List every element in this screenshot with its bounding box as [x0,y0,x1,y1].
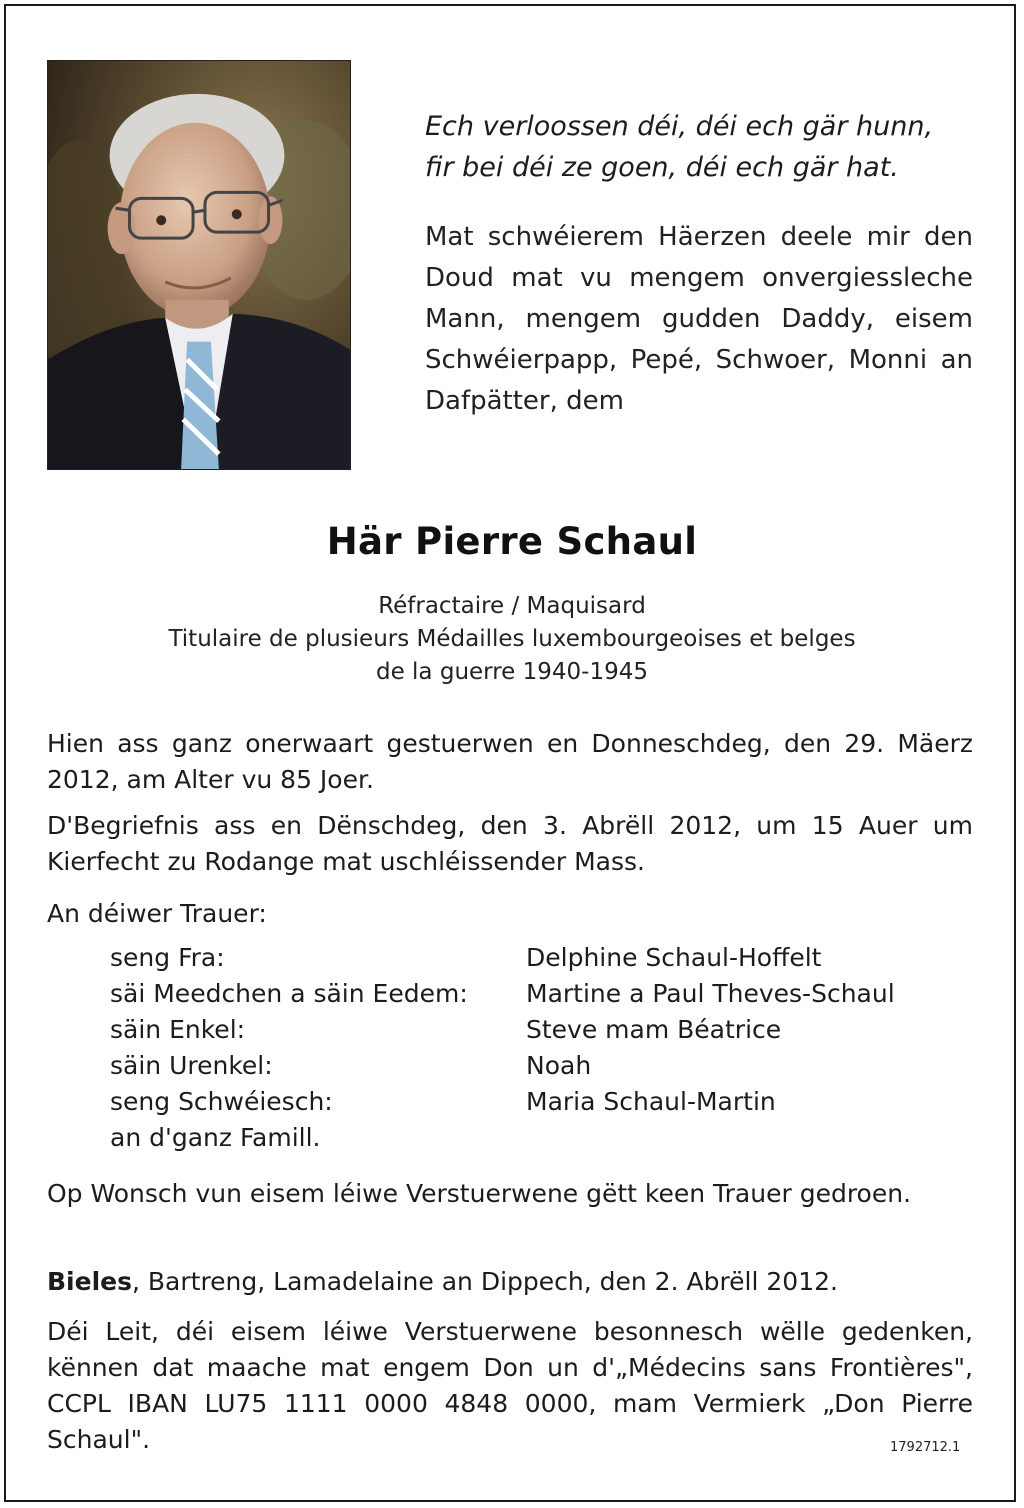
place-date-bold: Bieles [47,1267,132,1296]
mourner-relation: an d'ganz Famill. [110,1123,321,1152]
quote-line-1: Ech verloossen déi, déi ech gär hunn, [425,111,934,142]
intro-paragraph: Mat schwéierem Häerzen deele mir den Doud mat vu mengem onvergiessleche Mann, mengem gudden Daddy, eisem Schwéierpapp, Pepé, Schwoer, Monni an Dafpätter, dem [425,222,973,416]
mourners-list [110,940,970,1156]
mourner-relation: säin Enkel: [110,1015,246,1044]
mourner-name: Maria Schaul-Martin [526,1087,776,1116]
portrait-photo [47,60,351,470]
honors [6,590,1018,689]
mourner-name: Noah [526,1051,592,1080]
deceased-name: Här Pierre Schaul [326,520,698,563]
mourning-heading: An déiwer Trauer: [47,899,267,928]
mourner-name: Steve mam Béatrice [526,1015,782,1044]
mourner-relation: seng Schwéiesch: [110,1087,333,1116]
mourner-row [110,1120,970,1156]
quote [425,106,985,188]
honors-line-2: Titulaire de plusieurs Médailles luxembourgeoises et belges [168,626,856,652]
donation-notice: Déi Leit, déi eisem léiwe Verstuerwene besonnesch wëlle gedenken, kënnen dat maache mat engem Don un d'„Médecins sans Frontières", CCPL IBAN LU75 1111 0000 4848 0000, mam Vermierk „Don Pierre Schaul". [47,1317,973,1454]
mourner-relation: seng Fra: [110,943,225,972]
portrait-image [48,61,350,469]
mourner-row [110,1012,970,1048]
mourner-relation: säi Meedchen a säin Eedem: [110,979,468,1008]
honors-line-3: de la guerre 1940-1945 [375,659,648,685]
place-date-rest: , Bartreng, Lamadelaine an Dippech, den 2. Abrëll 2012. [132,1267,838,1296]
mourner-name: Delphine Schaul-Hoffelt [526,943,822,972]
funeral-notice: D'Begriefnis ass en Dënschdeg, den 3. Abrëll 2012, um 15 Auer um Kierfecht zu Rodange mat uschléissender Mass. [47,811,973,876]
reference-number: 1792712.1 [890,1440,961,1455]
mourner-row [110,1048,970,1084]
honors-line-1: Réfractaire / Maquisard [378,593,646,619]
death-notice: Hien ass ganz onerwaart gestuerwen en Donneschdeg, den 29. Mäerz 2012, am Alter vu 85 Joer. [47,729,973,794]
place-date [47,1264,973,1300]
mourner-row [110,940,970,976]
mourner-row [110,976,970,1012]
mourner-name: Martine a Paul Theves-Schaul [526,979,895,1008]
quote-line-2: fir bei déi ze goen, déi ech gär hat. [425,152,899,183]
mourner-row [110,1084,970,1120]
obituary-notice [4,4,1016,1502]
mourner-relation: säin Urenkel: [110,1051,273,1080]
wish-notice: Op Wonsch vun eisem léiwe Verstuerwene gëtt keen Trauer gedroen. [47,1179,912,1208]
